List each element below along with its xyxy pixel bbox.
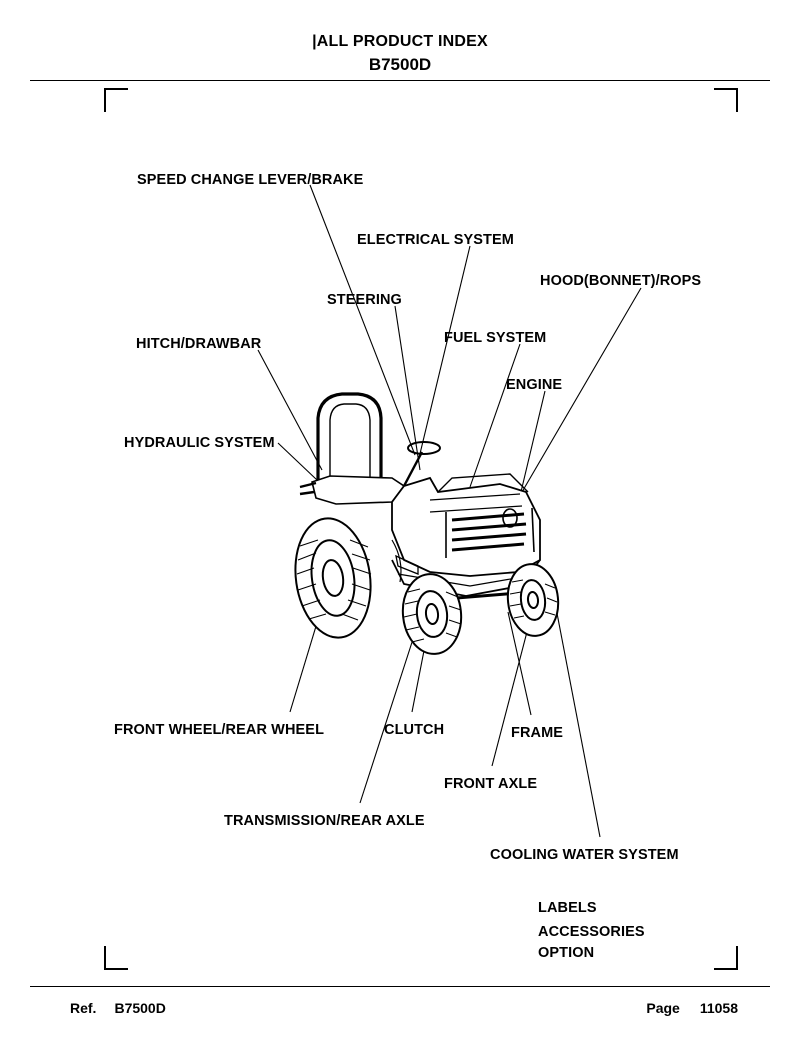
footer-divider — [30, 986, 770, 987]
callout-clutch: CLUTCH — [384, 722, 445, 738]
callout-hitch-drawbar: HITCH/DRAWBAR — [136, 336, 262, 352]
callout-frame: FRAME — [511, 725, 564, 741]
callout-front-axle: FRONT AXLE — [444, 776, 538, 792]
page-value: 11058 — [699, 1000, 738, 1016]
callout-steering: STEERING — [327, 292, 402, 308]
callout-transmission-rear-axle: TRANSMISSION/REAR AXLE — [224, 813, 425, 829]
callout-option: OPTION — [538, 945, 595, 961]
callout-electrical-system: ELECTRICAL SYSTEM — [357, 232, 514, 248]
callout-hood-bonnet-rops: HOOD(BONNET)/ROPS — [540, 273, 702, 289]
footer-reference — [70, 1000, 166, 1016]
ref-label: Ref. — [70, 1000, 97, 1016]
callout-accessories: ACCESSORIES — [538, 924, 645, 940]
callout-hydraulic-system: HYDRAULIC SYSTEM — [124, 435, 275, 451]
page-title: |ALL PRODUCT INDEX — [312, 33, 488, 50]
ref-value: B7500D — [114, 1000, 166, 1016]
callout-labels: LABELS — [538, 900, 597, 916]
footer-page — [646, 1000, 738, 1016]
page-label: Page — [646, 1000, 680, 1016]
callout-cooling-water-system: COOLING WATER SYSTEM — [490, 847, 679, 863]
callout-speed-change-lever-brake: SPEED CHANGE LEVER/BRAKE — [137, 172, 364, 188]
model-number: B7500D — [368, 55, 432, 74]
callout-engine: ENGINE — [506, 377, 563, 393]
callout-front-wheel-rear-wheel: FRONT WHEEL/REAR WHEEL — [114, 722, 325, 738]
callout-fuel-system: FUEL SYSTEM — [444, 330, 547, 346]
